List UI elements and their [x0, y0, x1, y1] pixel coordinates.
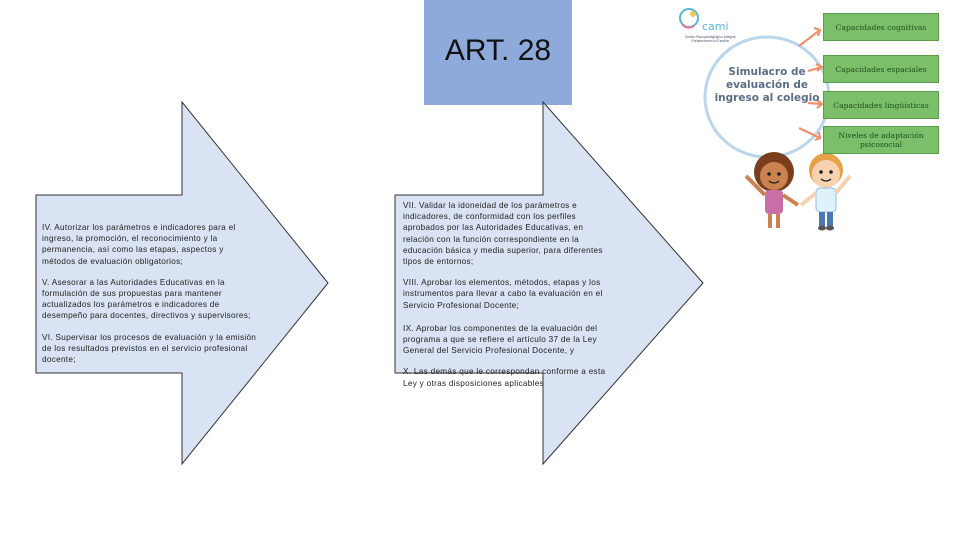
- item-vi: VI. Supervisar los procesos de evaluación y la emisión de los resultados previstos en el servicio profesional docente;: [42, 332, 257, 365]
- item-ix: IX. Aprobar los componentes de la evaluación del programa a que se refiere el artículo 37 de la Ley General del Servicio Profesional Docente, y: [403, 323, 598, 356]
- cami-logo-icon: [680, 9, 698, 28]
- item-x: X. Las demás que le correspondan conforme a esta Ley y otras disposiciones aplicables: [403, 367, 606, 388]
- slide-title: ART. 28: [444, 34, 552, 67]
- boy-illustration: [801, 153, 850, 231]
- left-arrow-text: [42, 222, 257, 365]
- capacity-cognitive: Capacidades cognitivas: [823, 13, 939, 41]
- capacity-linguistic: Capacidades lingüísticas: [823, 91, 939, 119]
- bubble-text: Simulacro de evaluación de ingreso al colegio: [714, 66, 820, 104]
- right-arrow-text: [403, 200, 613, 389]
- logo-tagline: Centro Psicopedagógico Integral Fortaleciendo tu Familia: [684, 35, 736, 43]
- capacity-spatial: Capacidades espaciales: [823, 55, 939, 83]
- item-vii: VII. Validar la idoneidad de los parámetros e indicadores, de conformidad con los perfiles aprobados por las Autoridades Educativas, en relación con la función correspondiente en la educación básica y media superior, para diferentes tipos de entornos;: [403, 201, 603, 267]
- logo-name: cami: [702, 20, 729, 33]
- capacity-psychosocial: Niveles de adaptación psicosocial: [823, 126, 939, 154]
- item-v: V. Asesorar a las Autoridades Educativas en la formulación de sus propuestas para mantener actualizados los parámetros e indicadores de desempeño para docentes, directivos y supervisores;: [42, 277, 251, 321]
- girl-illustration: [746, 152, 798, 228]
- item-iv: IV. Autorizar los parámetros e indicadores para el ingreso, la promoción, el reconocimiento y la permanencia, así como las etapas, aspectos y métodos de evaluación obligatorios;: [42, 223, 236, 266]
- item-viii: VIII. Aprobar los elementos, métodos, etapas y los instrumentos para llevar a cabo la evaluación en el Servicio Profesional Docente;: [403, 278, 603, 310]
- promo-image: [668, 0, 948, 240]
